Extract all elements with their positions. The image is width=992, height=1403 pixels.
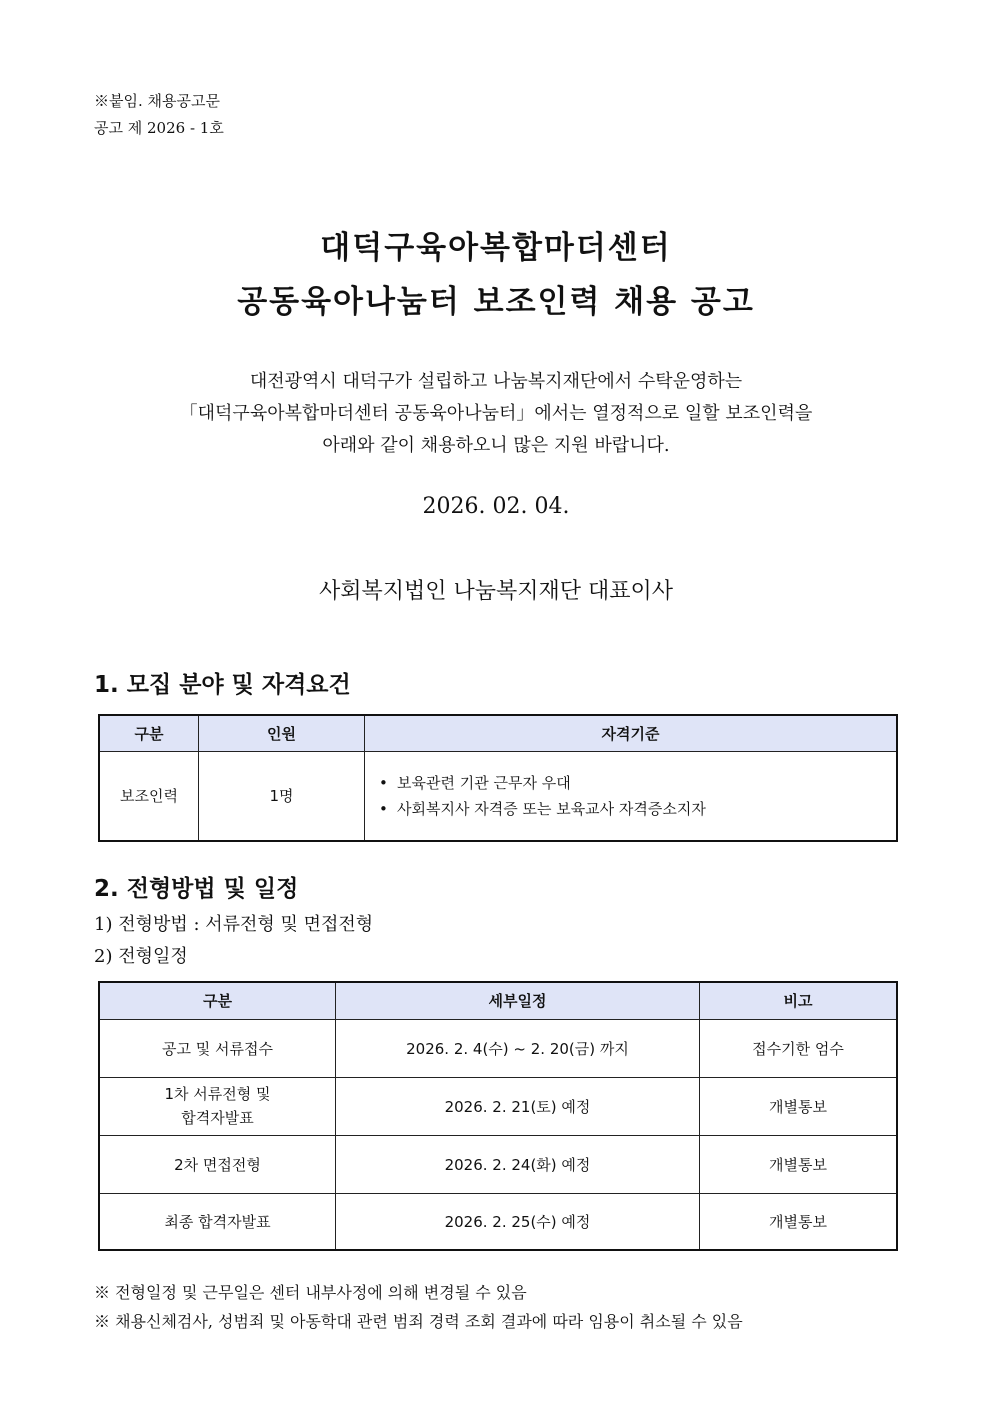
cell-stage-line1: 1차 서류전형 및 xyxy=(164,1085,271,1103)
cell-stage: 공고 및 서류접수 xyxy=(99,1019,336,1077)
cell-schedule: 2026. 2. 25(수) 예정 xyxy=(336,1193,700,1250)
cell-count: 1명 xyxy=(199,751,365,841)
cell-category: 보조인력 xyxy=(99,751,199,841)
schedule-label: 2) 전형일정 xyxy=(94,946,188,967)
header-schedule: 세부일정 xyxy=(336,982,700,1019)
header-stage: 구분 xyxy=(99,982,336,1019)
header-note: 비고 xyxy=(700,982,898,1019)
recruitment-table xyxy=(98,714,898,842)
intro-line1: 대전광역시 대덕구가 설립하고 나눔복지재단에서 수탁운영하는 xyxy=(249,371,743,392)
footnote-1: ※ 전형일정 및 근무일은 센터 내부사정에 의해 변경될 수 있음 xyxy=(94,1283,527,1302)
cell-note: 개별통보 xyxy=(700,1135,898,1193)
intro-paragraph xyxy=(0,366,992,462)
issuer: 사회복지법인 나눔복지재단 대표이사 xyxy=(318,579,674,604)
page-title-line1: 대덕구육아복합마더센터 xyxy=(320,230,672,266)
footnote-2: ※ 채용신체검사, 성범죄 및 아동학대 관련 범죄 경력 조회 결과에 따라 임용이 취소될 수 있음 xyxy=(94,1312,743,1331)
header-category: 구분 xyxy=(99,715,199,751)
intro-line2: 「대덕구육아복합마더센터 공동육아나눔터」에서는 열정적으로 일할 보조인력을 xyxy=(179,403,813,424)
page-title-line2: 공동육아나눔터 보조인력 채용 공고 xyxy=(237,284,755,320)
cell-note: 개별통보 xyxy=(700,1193,898,1250)
cell-stage xyxy=(99,1077,336,1135)
table-row xyxy=(99,1193,897,1250)
notice-number: 공고 제 2026 - 1호 xyxy=(94,119,224,137)
table-row xyxy=(99,1077,897,1135)
schedule-table xyxy=(98,981,898,1251)
cell-requirements xyxy=(365,751,898,841)
section1-heading: 1. 모집 분야 및 자격요건 xyxy=(94,672,351,698)
section2-heading: 2. 전형방법 및 일정 xyxy=(94,876,299,902)
requirement-item: • 보육관련 기관 근무자 우대 xyxy=(397,770,896,796)
table-row xyxy=(99,751,897,841)
header-requirements: 자격기준 xyxy=(365,715,898,751)
requirement-item: • 사회복지사 자격증 또는 보육교사 자격증소지자 xyxy=(397,796,896,822)
cell-schedule: 2026. 2. 4(수) ~ 2. 20(금) 까지 xyxy=(336,1019,700,1077)
selection-method: 1) 전형방법 : 서류전형 및 면접전형 xyxy=(94,914,374,935)
table-row xyxy=(99,1019,897,1077)
attachment-label: ※붙임. 채용공고문 xyxy=(94,92,220,110)
table-row xyxy=(99,1135,897,1193)
cell-schedule: 2026. 2. 21(토) 예정 xyxy=(336,1077,700,1135)
cell-note: 개별통보 xyxy=(700,1077,898,1135)
cell-stage: 2차 면접전형 xyxy=(99,1135,336,1193)
cell-note: 접수기한 엄수 xyxy=(700,1019,898,1077)
header-count: 인원 xyxy=(199,715,365,751)
intro-line3: 아래와 같이 채용하오니 많은 지원 바랍니다. xyxy=(322,435,670,456)
cell-stage: 최종 합격자발표 xyxy=(99,1193,336,1250)
cell-schedule: 2026. 2. 24(화) 예정 xyxy=(336,1135,700,1193)
announcement-date: 2026. 02. 04. xyxy=(422,494,570,519)
cell-stage-line2: 합격자발표 xyxy=(181,1109,254,1127)
